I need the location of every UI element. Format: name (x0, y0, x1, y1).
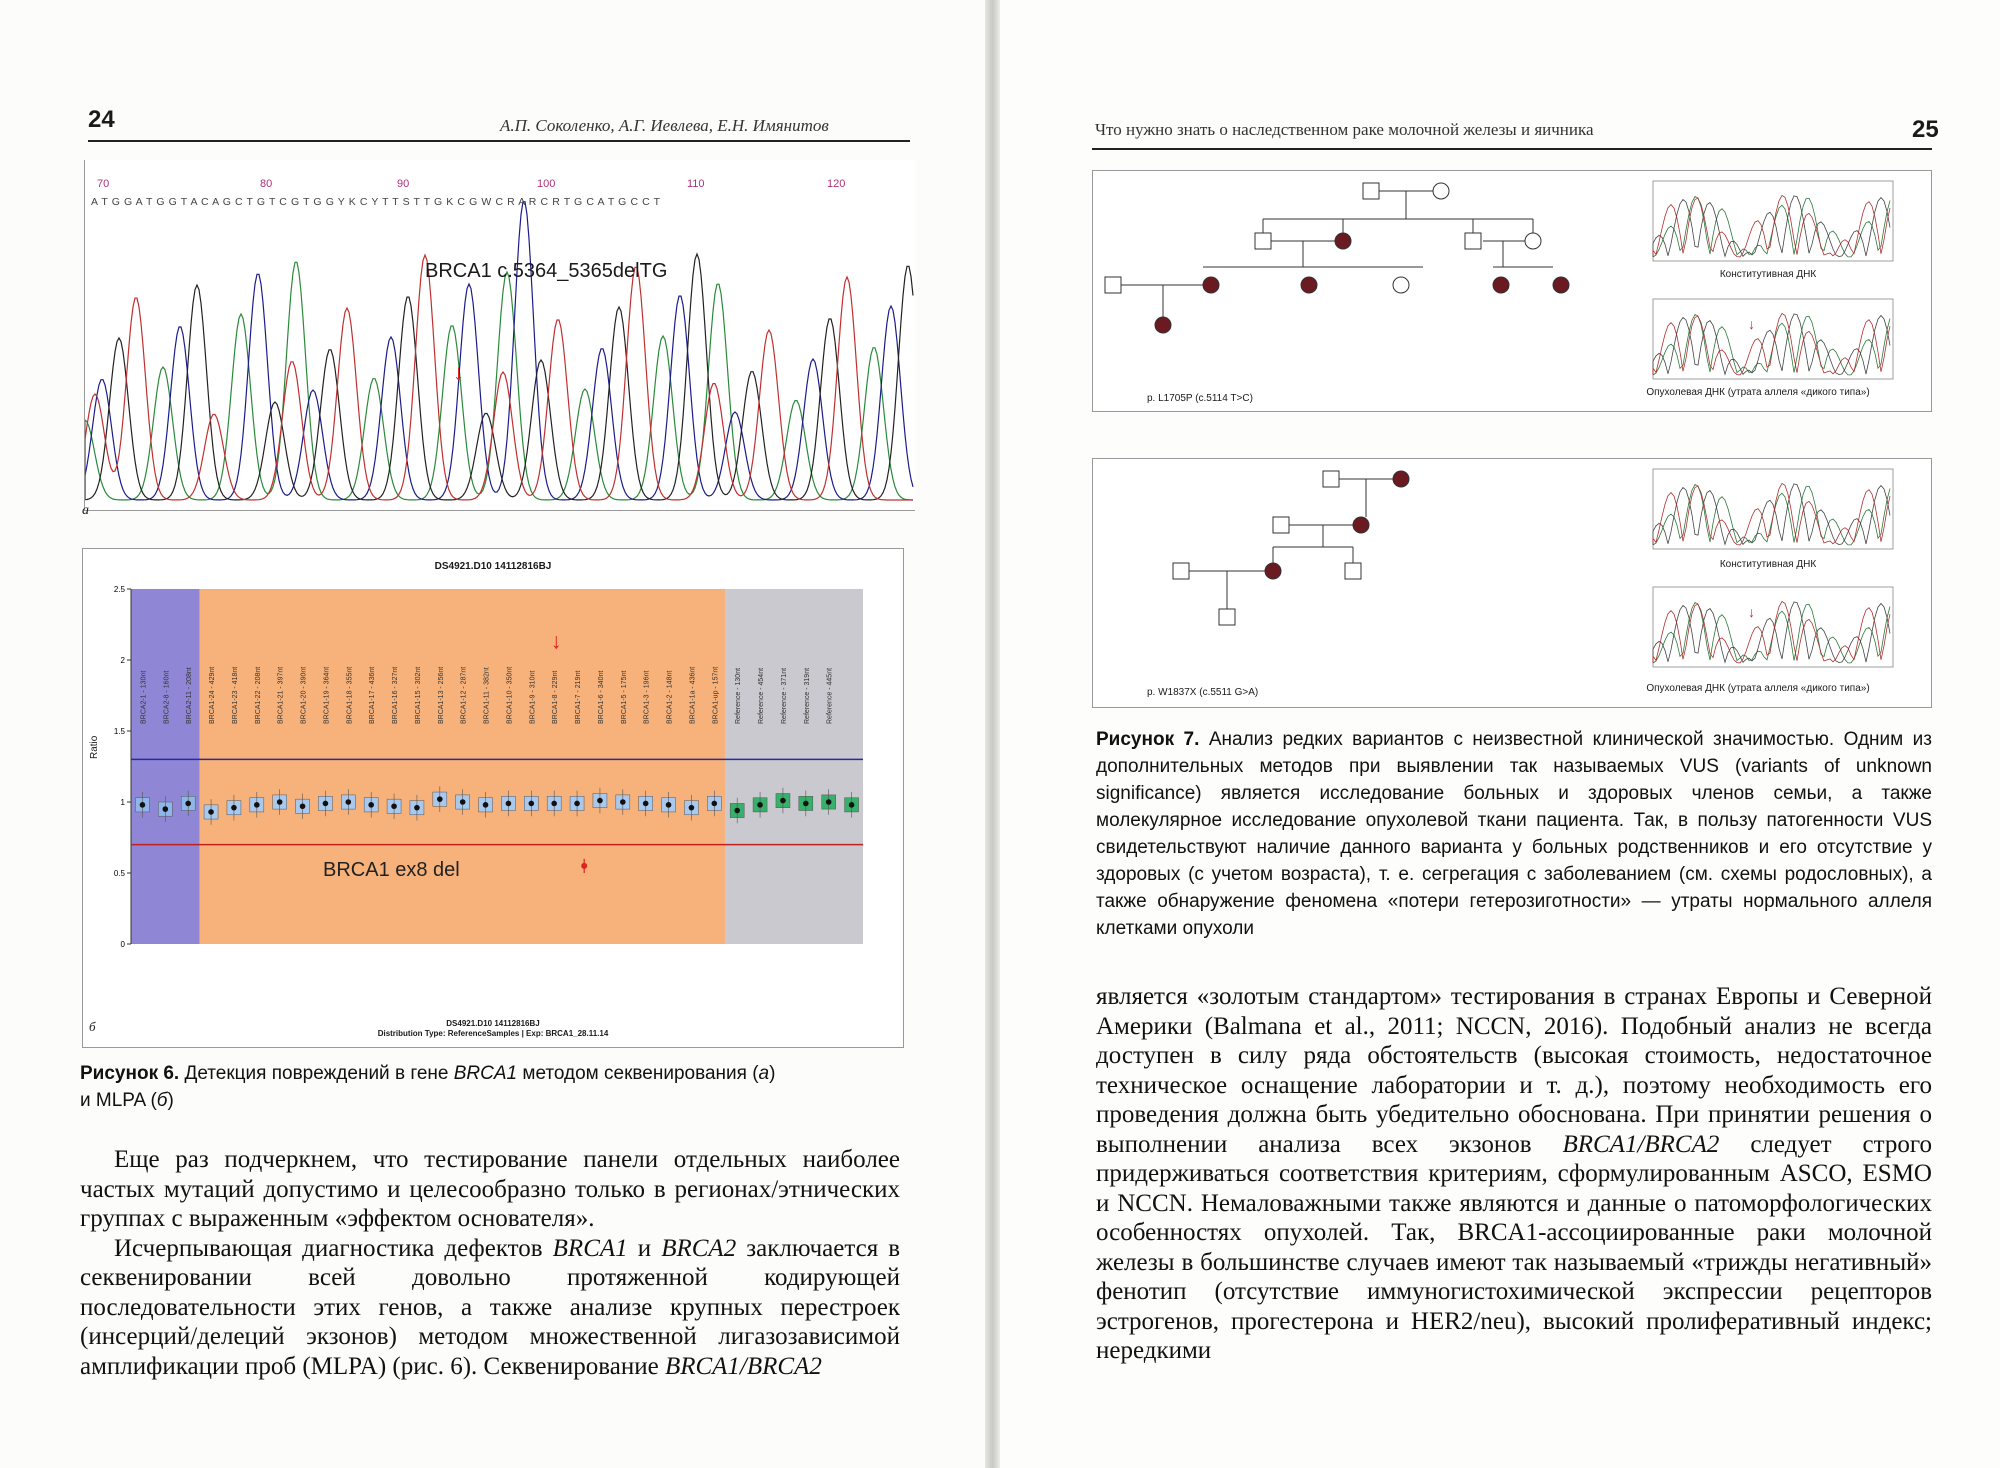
text-run: заключается в секвенировании всей довольно протяженной кодирующей последовательности этих генов, а также анализе крупных перестроек (инсерций/делеций экзонов) методом множественной лигазозависимой амплификации проб (MLPA) (рис. 6). Секвенирование (80, 1234, 901, 1380)
ratio-point (597, 798, 603, 804)
pedigree-female (1265, 563, 1281, 579)
ratio-point (620, 799, 626, 805)
figure-7-caption (1096, 726, 1932, 942)
probe-label: BRCA1-up - 157nt (712, 666, 720, 724)
pedigree-male (1465, 233, 1481, 249)
caption-text: методом секвенирования ( (522, 1063, 759, 1084)
figure-7-top-panel (1092, 170, 1932, 412)
probe-label: BRCA1-9 - 310nt (529, 670, 537, 724)
arrow-down-icon: ↓ (453, 360, 464, 385)
pedigree-female (1301, 277, 1317, 293)
figure-6b-mlpa (82, 548, 904, 1048)
y-tick-label: 2.5 (113, 585, 125, 594)
figure-6-caption (80, 1060, 910, 1114)
probe-label: BRCA1-18 - 355nt (346, 666, 354, 724)
ratio-point (849, 802, 855, 808)
chrom-label: Конститутивная ДНК (1719, 269, 1817, 280)
pedigree-female (1155, 317, 1171, 333)
y-tick-label: 0.5 (113, 869, 125, 878)
probe-label: BRCA1-1a - 436nt (689, 666, 697, 724)
pedigree-female (1525, 233, 1541, 249)
right-header-rule (1092, 148, 1932, 150)
pedigree-female (1553, 277, 1569, 293)
probe-label: Reference - 319nt (803, 667, 811, 724)
probe-label: Reference - 454nt (758, 667, 766, 724)
paragraph (80, 1234, 900, 1382)
left-body-text (80, 1145, 900, 1381)
ratio-point (185, 801, 191, 807)
probe-label: BRCA1-23 - 418nt (231, 666, 239, 724)
ruler-tick: 100 (537, 178, 556, 190)
y-tick-label: 1 (120, 798, 125, 807)
ratio-point (368, 802, 374, 808)
probe-label: BRCA1-16 - 327nt (392, 666, 400, 724)
paragraph: Еще раз подчеркнем, что тестирование панели отдельных наиболее частых мутаций допустимо и целесообразно только в регионах/этнических группах с выраженным «эффектом основателя». (80, 1146, 900, 1232)
ratio-point (163, 806, 169, 812)
arrow-down-icon: ↓ (1748, 318, 1755, 333)
pedigree-female (1433, 183, 1449, 199)
probe-label: BRCA1-2 - 148nt (666, 670, 674, 724)
y-tick-label: 1.5 (113, 727, 125, 736)
probe-label: BRCA1-8 - 229nt (552, 670, 560, 724)
ratio-point (140, 802, 146, 808)
mutation-label: BRCA1 c.5364_5365delTG (425, 260, 668, 282)
pedigree-female (1353, 517, 1369, 533)
paragraph (1096, 982, 1932, 1366)
pedigree-female (1203, 277, 1219, 293)
probe-label: Reference - 445nt (826, 667, 834, 724)
pedigree-male (1345, 563, 1361, 579)
probe-label: BRCA1-15 - 302nt (414, 666, 422, 724)
probe-label: BRCA1-3 - 196nt (643, 670, 651, 724)
gene-name: BRCA2 (661, 1234, 737, 1262)
left-page (0, 0, 985, 1468)
base-calls: A T G G A T G G T A C A G C T G T C G T G G Y K C Y T T S T T G K C G W C R A R C R T G C A T G C C T (91, 196, 661, 208)
caption-text: ) (769, 1063, 776, 1084)
pedigree-male (1363, 183, 1379, 199)
ratio-point (506, 801, 512, 807)
ratio-point (689, 805, 695, 811)
trace-line (85, 202, 913, 500)
chromatogram-traces (85, 160, 915, 510)
ruler-tick: 90 (397, 178, 410, 190)
arrow-down-icon: ↓ (1748, 606, 1755, 621)
ratio-point (277, 799, 283, 805)
probe-label: BRCA2-11 - 208nt (186, 667, 194, 724)
region-reference (726, 589, 863, 944)
region-brca2 (131, 589, 200, 944)
pedigree-2 (1093, 459, 1931, 707)
left-header-rule (88, 140, 910, 142)
probe-label: BRCA1-11 - 382nt (483, 667, 491, 724)
caption-label: Рисунок 6. (80, 1063, 180, 1084)
probe-label: BRCA2-1 - 130nt (140, 670, 148, 724)
probe-label: BRCA1-12 - 287nt (460, 666, 468, 724)
caption-label: Рисунок 7. (1096, 729, 1200, 750)
y-tick-label: 2 (120, 656, 125, 665)
mlpa-title: DS4921.D10 14112816BJ (434, 561, 552, 572)
panel-letter-b: б (89, 1019, 96, 1034)
pedigree-male (1255, 233, 1271, 249)
ruler-tick: 120 (827, 178, 846, 190)
ratio-point (529, 801, 535, 807)
footer-line: Distribution Type: ReferenceSamples | Exp: BRCA1_28.11.14 (377, 1029, 609, 1038)
gene-name: BRCA1 (552, 1234, 628, 1262)
ratio-point (208, 809, 214, 815)
ratio-point (826, 799, 832, 805)
ratio-point (300, 803, 306, 809)
probe-label: BRCA1-13 - 256nt (437, 666, 445, 724)
right-page (1000, 0, 2000, 1468)
ratio-point (757, 802, 763, 808)
ruler-tick: 80 (260, 178, 273, 190)
region-brca1 (200, 589, 726, 944)
probe-label: BRCA1-17 - 436nt (369, 666, 377, 724)
text-run: и (637, 1234, 652, 1262)
deletion-label: BRCA1 ex8 del (323, 859, 460, 881)
ratio-point (483, 802, 489, 808)
ratio-point (460, 799, 466, 805)
probe-label: BRCA1-7 - 219nt (575, 670, 583, 724)
panel-letter-a: a (82, 503, 89, 518)
sequence-ruler (85, 178, 915, 194)
ruler-tick: 110 (687, 178, 705, 190)
ratio-point (254, 802, 260, 808)
mlpa-plot (83, 549, 903, 1047)
variant-label: p. W1837X (c.5511 G>A) (1147, 687, 1259, 698)
caption-text: Детекция повреждений в гене (184, 1063, 449, 1084)
right-running-head: Что нужно знать о наследственном раке молочной железы и яичника (1095, 120, 1594, 139)
chrom-label: Опухолевая ДНК (утрата аллеля «дикого типа») (1646, 683, 1870, 694)
ratio-point (346, 799, 352, 805)
ratio-point (666, 802, 672, 808)
pedigree-female (1393, 471, 1409, 487)
probe-label: BRCA2-8 - 160nt (163, 670, 171, 724)
text-run: следует строго придерживаться соответствия критериям, сформулированным ASCO, ESMO и NCCN. Немаловажными также являются и данные о патоморфологических особенностях опухолей. Так, BRCA1-ассоциированные раки молочной железы в большинстве случаев имеют так называемый «трижды негативный» фенотип (отсутствие иммуногистохимической экспрессии рецепторов эстрогенов, прогестерона и HER2/neu), высокий пролиферативный индекс; нередкими (1096, 1130, 1932, 1364)
right-body-text (1096, 982, 1932, 1366)
ratio-point (712, 801, 718, 807)
probe-label: BRCA1-22 - 208nt (254, 666, 262, 724)
right-page-number: 25 (1912, 116, 1939, 143)
pedigree-male (1105, 277, 1121, 293)
probe-label: BRCA1-6 - 340nt (597, 670, 605, 724)
probe-label: Reference - 130nt (735, 667, 743, 724)
mlpa-footer (83, 1019, 903, 1039)
left-running-head: А.П. Соколенко, А.Г. Иевлева, Е.Н. Имянитов (500, 116, 829, 135)
text-run: Исчерпывающая диагностика дефектов (114, 1234, 543, 1262)
caption-text: Анализ редких вариантов с неизвестной клинической значимостью. Одним из дополнительных методов при выявлении так называемых VUS (variants of unknown significance) является исследование больных и здоровых членов семьи, а также молекулярное исследование опухолевой ткани пациента. Так, в пользу патогенности VUS свидетельствуют наличие данного варианта у больных родственников и его отсутствие у здоровых (с учетом возраста), т. е. сегрегация с заболеванием (см. схемы родословных), а также обнаружение феномена «потери гетерозиготности» — утраты нормального аллеля клетками опухоли (1096, 729, 1933, 939)
probe-label: BRCA1-21 - 397nt (277, 666, 285, 724)
ratio-point (414, 805, 420, 811)
pedigree-1 (1093, 171, 1931, 411)
probe-label: BRCA1-20 - 390nt (300, 666, 308, 724)
footer-line: DS4921.D10 14112816BJ (446, 1019, 540, 1028)
pedigree-female (1335, 233, 1351, 249)
ratio-point (391, 803, 397, 809)
probe-label: BRCA1-10 - 350nt (506, 666, 514, 724)
ratio-point (437, 796, 443, 802)
ratio-point (643, 801, 649, 807)
gene-name: BRCA1/BRCA2 (664, 1352, 822, 1380)
ratio-point (551, 801, 557, 807)
probe-label: BRCA1-19 - 364nt (323, 666, 331, 724)
y-tick-label: 0 (120, 940, 125, 949)
ratio-point (803, 801, 809, 807)
chrom-label: Опухолевая ДНК (утрата аллеля «дикого типа») (1646, 387, 1870, 398)
pedigree-male (1219, 609, 1235, 625)
ratio-point (323, 801, 329, 807)
pedigree-female (1493, 277, 1509, 293)
caption-text: и MLPA ( (80, 1090, 157, 1111)
variant-label: p. L1705P (c.5114 T>C) (1147, 393, 1253, 404)
probe-label: BRCA1-5 - 175nt (620, 670, 628, 724)
ratio-point (231, 805, 237, 811)
caption-text: ) (167, 1090, 174, 1111)
ruler-tick: 70 (97, 178, 110, 190)
ratio-point (574, 801, 580, 807)
figure-7-bottom-panel (1092, 458, 1932, 708)
ratio-point (734, 808, 740, 814)
book-gutter (985, 0, 1000, 1468)
y-axis-label: Ratio (89, 735, 100, 759)
pedigree-female (1393, 277, 1409, 293)
pedigree-male (1273, 517, 1289, 533)
caption-letter: а (758, 1063, 770, 1084)
ratio-point (780, 798, 786, 804)
caption-letter: б (156, 1090, 168, 1111)
trace-line (85, 254, 913, 500)
text-run: является «золотым стандартом» тестирования в странах Европы и Северной Америки (Balmana et al., 2011; NCCN, 2016). Подобный анализ не всегда доступен в силу ряда обстоятельств (высокая стоимость, недостаточное техническое оснащение лаборатории и т. д.), поэтому необходимость его проведения должна быть убедительно обоснована. При принятии решения о выполнении анализа всех экзонов (1096, 983, 1932, 1158)
caption-gene: BRCA1 (453, 1063, 518, 1084)
pedigree-male (1323, 471, 1339, 487)
figure-6a-chromatogram (84, 160, 915, 511)
chrom-label: Конститутивная ДНК (1719, 559, 1817, 570)
pedigree-male (1173, 563, 1189, 579)
left-page-number: 24 (88, 106, 115, 133)
gene-name: BRCA1/BRCA2 (1562, 1130, 1720, 1158)
arrow-down-icon: ↓ (550, 628, 562, 654)
probe-label: Reference - 371nt (780, 667, 788, 724)
probe-label: BRCA1-24 - 429nt (209, 666, 217, 724)
